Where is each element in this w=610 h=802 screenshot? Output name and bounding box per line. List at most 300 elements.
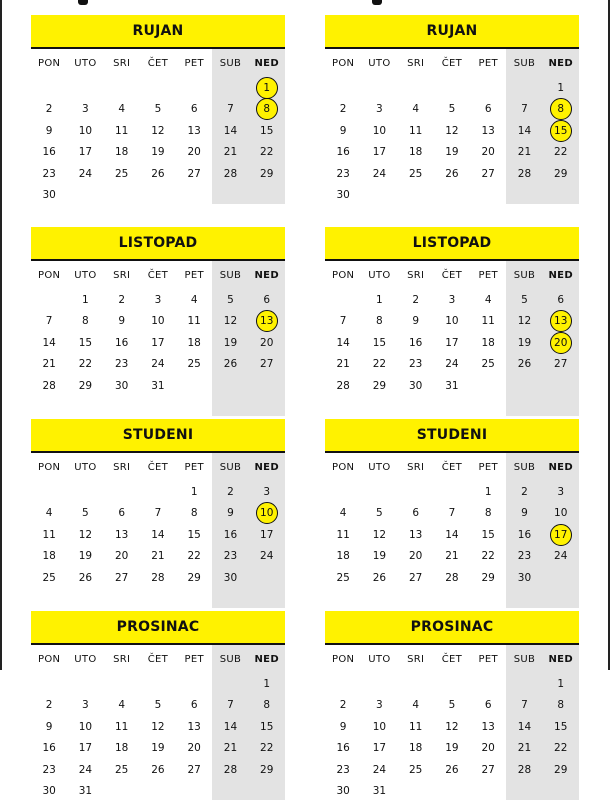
weekday-label: SRI [398, 645, 434, 673]
day-number: 6 [557, 294, 564, 306]
day-cell [176, 354, 212, 376]
day-number: 31 [445, 380, 458, 392]
day-number: 2 [118, 294, 125, 306]
day-number: 5 [227, 294, 234, 306]
day-cell [398, 354, 434, 376]
day-cell [434, 354, 470, 376]
day-number: 14 [518, 125, 531, 137]
day-number: 20 [554, 337, 567, 349]
week-row [31, 142, 285, 164]
day-number: 19 [79, 550, 92, 562]
day-cell [176, 759, 212, 781]
week-row [31, 524, 285, 546]
day-number: 22 [554, 146, 567, 158]
day-cell [31, 546, 67, 568]
day-number: 2 [412, 294, 419, 306]
empty-day-cell [361, 481, 397, 503]
day-number: 20 [482, 146, 495, 158]
day-number: 9 [118, 315, 125, 327]
day-cell [434, 567, 470, 589]
day-number: 1 [82, 294, 89, 306]
week-row [325, 695, 579, 717]
day-cell [67, 375, 103, 397]
week-row [31, 673, 285, 695]
day-number: 20 [115, 550, 128, 562]
day-cell [176, 289, 212, 311]
empty-day-cell [398, 481, 434, 503]
day-number: 3 [155, 294, 162, 306]
day-cell [249, 524, 285, 546]
day-number: 18 [42, 550, 55, 562]
weekday-label: ČET [434, 645, 470, 673]
day-number: 11 [188, 315, 201, 327]
empty-day-cell [249, 185, 285, 207]
month-calendar-prosinac [31, 611, 285, 802]
empty-day-cell [434, 77, 470, 99]
day-cell [212, 524, 248, 546]
day-number: 19 [151, 146, 164, 158]
day-number: 21 [336, 358, 349, 370]
day-number: 14 [224, 125, 237, 137]
day-number: 23 [42, 764, 55, 776]
day-cell [361, 546, 397, 568]
day-cell [249, 163, 285, 185]
weekday-label: NED [543, 49, 579, 77]
day-number: 11 [409, 721, 422, 733]
day-cell [434, 142, 470, 164]
day-cell [325, 99, 361, 121]
empty-day-cell [398, 673, 434, 695]
day-grid [31, 49, 285, 206]
weekday-label: UTO [361, 645, 397, 673]
day-number: 25 [42, 572, 55, 584]
day-cell [325, 546, 361, 568]
day-number: 29 [260, 764, 273, 776]
day-cell [325, 567, 361, 589]
day-cell [434, 375, 470, 397]
day-number: 10 [79, 125, 92, 137]
day-cell [140, 716, 176, 738]
day-number: 27 [260, 358, 273, 370]
day-cell [212, 546, 248, 568]
day-number: 21 [518, 146, 531, 158]
empty-day-cell [104, 481, 140, 503]
weekday-label: SRI [398, 261, 434, 289]
day-cell [67, 716, 103, 738]
day-number: 12 [151, 125, 164, 137]
day-cell [31, 120, 67, 142]
day-cell [506, 524, 542, 546]
day-number: 2 [46, 699, 53, 711]
day-cell [176, 567, 212, 589]
day-cell [104, 546, 140, 568]
day-number: 23 [336, 168, 349, 180]
day-cell [140, 524, 176, 546]
day-number: 6 [485, 103, 492, 115]
day-cell [325, 503, 361, 525]
day-cell [31, 185, 67, 207]
day-number: 22 [79, 358, 92, 370]
day-cell [361, 311, 397, 333]
empty-day-cell [361, 673, 397, 695]
weekday-header-row [325, 453, 579, 481]
day-cell [104, 99, 140, 121]
day-cell [176, 546, 212, 568]
day-cell [398, 567, 434, 589]
day-grid [31, 645, 285, 802]
day-number: 5 [521, 294, 528, 306]
day-cell [470, 120, 506, 142]
weekday-label: PET [470, 49, 506, 77]
day-number: 5 [449, 699, 456, 711]
empty-day-cell [176, 375, 212, 397]
empty-day-cell [434, 673, 470, 695]
month-calendar-studeni [325, 419, 579, 589]
day-number: 5 [155, 103, 162, 115]
day-number: 25 [115, 764, 128, 776]
week-row [31, 781, 285, 802]
weekday-label: PON [325, 261, 361, 289]
day-number: 2 [340, 103, 347, 115]
week-row [325, 354, 579, 376]
day-number: 9 [340, 721, 347, 733]
day-cell-highlighted [543, 524, 579, 546]
weekday-header-row [31, 49, 285, 77]
weekday-label: PON [31, 453, 67, 481]
day-cell [506, 354, 542, 376]
weekday-label: SUB [506, 645, 542, 673]
weekday-label: PET [176, 261, 212, 289]
day-cell [212, 311, 248, 333]
day-cell [104, 503, 140, 525]
day-number: 1 [263, 678, 270, 690]
day-cell [470, 738, 506, 760]
day-number: 17 [151, 337, 164, 349]
day-number: 3 [449, 294, 456, 306]
day-number: 27 [482, 168, 495, 180]
day-grid [31, 261, 285, 397]
empty-day-cell [325, 289, 361, 311]
week-row [325, 289, 579, 311]
day-number: 24 [373, 168, 386, 180]
day-number: 16 [115, 337, 128, 349]
weekday-label: ČET [434, 453, 470, 481]
weekday-label: PON [31, 645, 67, 673]
month-title: LISTOPAD [31, 227, 285, 261]
week-row [31, 354, 285, 376]
day-cell [506, 289, 542, 311]
day-number: 16 [336, 742, 349, 754]
empty-day-cell [31, 673, 67, 695]
day-cell-highlighted [543, 120, 579, 142]
day-number: 17 [554, 529, 567, 541]
day-cell [140, 695, 176, 717]
day-grid [325, 261, 579, 397]
day-cell [104, 738, 140, 760]
empty-day-cell [434, 481, 470, 503]
weekday-label: ČET [140, 645, 176, 673]
day-number: 22 [373, 358, 386, 370]
week-row [325, 567, 579, 589]
day-cell [212, 142, 248, 164]
empty-day-cell [31, 481, 67, 503]
day-cell [398, 311, 434, 333]
day-cell [543, 77, 579, 99]
day-number: 15 [79, 337, 92, 349]
week-row [325, 481, 579, 503]
day-cell [176, 311, 212, 333]
empty-day-cell [506, 185, 542, 207]
weekday-label: UTO [67, 453, 103, 481]
day-number: 10 [151, 315, 164, 327]
day-cell [543, 163, 579, 185]
day-cell [543, 481, 579, 503]
day-cell [249, 481, 285, 503]
day-number: 12 [445, 125, 458, 137]
day-cell [470, 99, 506, 121]
weekday-header-row [31, 645, 285, 673]
day-number: 11 [115, 125, 128, 137]
day-cell [176, 481, 212, 503]
day-grid [325, 453, 579, 589]
day-number: 22 [554, 742, 567, 754]
day-cell-highlighted [249, 99, 285, 121]
day-cell [361, 695, 397, 717]
day-number: 15 [260, 721, 273, 733]
day-cell [398, 716, 434, 738]
day-cell [325, 738, 361, 760]
day-cell [398, 503, 434, 525]
week-row [31, 163, 285, 185]
day-number: 22 [188, 550, 201, 562]
day-cell-highlighted [249, 77, 285, 99]
day-number: 3 [376, 103, 383, 115]
day-number: 9 [340, 125, 347, 137]
day-cell [104, 716, 140, 738]
empty-day-cell [212, 77, 248, 99]
day-cell [470, 503, 506, 525]
day-number: 12 [373, 529, 386, 541]
empty-day-cell [506, 77, 542, 99]
day-cell [104, 332, 140, 354]
weekday-label: UTO [361, 49, 397, 77]
day-number: 12 [224, 315, 237, 327]
day-number: 11 [409, 125, 422, 137]
day-cell [140, 546, 176, 568]
day-number: 7 [227, 103, 234, 115]
day-number: 18 [115, 742, 128, 754]
day-cell [434, 759, 470, 781]
day-number: 8 [376, 315, 383, 327]
day-cell [31, 738, 67, 760]
empty-day-cell [470, 375, 506, 397]
weekday-label: UTO [67, 645, 103, 673]
day-cell [176, 738, 212, 760]
weekday-label: PET [176, 49, 212, 77]
day-number: 17 [373, 742, 386, 754]
day-cell [470, 354, 506, 376]
day-number: 17 [79, 146, 92, 158]
day-cell [361, 354, 397, 376]
day-cell [176, 524, 212, 546]
day-number: 14 [518, 721, 531, 733]
page-border-left [0, 0, 2, 670]
day-cell [361, 781, 397, 802]
weekday-label: SRI [104, 645, 140, 673]
day-number: 7 [155, 507, 162, 519]
weekday-label: PON [31, 49, 67, 77]
day-cell [31, 503, 67, 525]
day-number: 1 [191, 486, 198, 498]
empty-day-cell [506, 673, 542, 695]
week-row [325, 716, 579, 738]
week-row [31, 716, 285, 738]
day-number: 2 [521, 486, 528, 498]
day-cell [470, 716, 506, 738]
day-number: 23 [336, 764, 349, 776]
day-cell-highlighted [249, 503, 285, 525]
day-number: 7 [46, 315, 53, 327]
empty-day-cell [104, 77, 140, 99]
day-number: 17 [260, 529, 273, 541]
day-cell [104, 375, 140, 397]
empty-day-cell [176, 77, 212, 99]
day-number: 8 [82, 315, 89, 327]
day-cell [31, 142, 67, 164]
day-number: 29 [260, 168, 273, 180]
day-number: 23 [42, 168, 55, 180]
day-cell [67, 354, 103, 376]
day-number: 19 [224, 337, 237, 349]
day-cell [176, 332, 212, 354]
day-number: 16 [42, 146, 55, 158]
week-row [325, 332, 579, 354]
day-number: 3 [263, 486, 270, 498]
day-number: 4 [485, 294, 492, 306]
day-number: 31 [151, 380, 164, 392]
weekday-header-row [325, 261, 579, 289]
day-number: 4 [46, 507, 53, 519]
weekday-label: NED [249, 645, 285, 673]
day-cell [212, 695, 248, 717]
day-number: 30 [224, 572, 237, 584]
day-grid [325, 645, 579, 802]
week-row [31, 375, 285, 397]
day-number: 28 [224, 764, 237, 776]
day-number: 7 [521, 103, 528, 115]
day-cell [325, 716, 361, 738]
day-cell [470, 524, 506, 546]
day-cell [470, 289, 506, 311]
day-cell [212, 99, 248, 121]
day-number: 22 [260, 146, 273, 158]
day-cell [212, 354, 248, 376]
day-cell [361, 567, 397, 589]
day-cell-highlighted [249, 311, 285, 333]
day-number: 9 [412, 315, 419, 327]
day-cell [176, 142, 212, 164]
day-number: 11 [482, 315, 495, 327]
day-cell [31, 524, 67, 546]
day-number: 18 [409, 742, 422, 754]
day-number: 23 [409, 358, 422, 370]
day-number: 13 [482, 125, 495, 137]
day-number: 6 [263, 294, 270, 306]
day-number: 10 [79, 721, 92, 733]
empty-day-cell [543, 781, 579, 802]
day-number: 20 [188, 742, 201, 754]
day-number: 15 [482, 529, 495, 541]
day-number: 27 [188, 764, 201, 776]
day-number: 30 [115, 380, 128, 392]
day-number: 17 [445, 337, 458, 349]
week-row [31, 546, 285, 568]
day-cell [249, 759, 285, 781]
day-cell [361, 759, 397, 781]
day-number: 19 [151, 742, 164, 754]
day-number: 25 [482, 358, 495, 370]
day-cell [212, 120, 248, 142]
empty-day-cell [361, 77, 397, 99]
day-cell [140, 375, 176, 397]
empty-day-cell [398, 781, 434, 802]
day-number: 20 [482, 742, 495, 754]
day-number: 21 [224, 742, 237, 754]
day-cell [31, 781, 67, 802]
empty-day-cell [325, 673, 361, 695]
empty-day-cell [67, 481, 103, 503]
day-cell [140, 332, 176, 354]
day-cell [104, 567, 140, 589]
day-number: 13 [260, 315, 273, 327]
day-cell [140, 163, 176, 185]
day-number: 14 [224, 721, 237, 733]
empty-day-cell [470, 781, 506, 802]
day-cell [543, 546, 579, 568]
weekday-label: SRI [104, 49, 140, 77]
empty-day-cell [470, 77, 506, 99]
weekday-label: PON [325, 49, 361, 77]
day-number: 17 [373, 146, 386, 158]
day-cell [325, 163, 361, 185]
weekday-label: SUB [212, 49, 248, 77]
day-number: 18 [115, 146, 128, 158]
day-cell [31, 695, 67, 717]
week-row [31, 759, 285, 781]
weekday-label: PET [470, 645, 506, 673]
day-cell [398, 99, 434, 121]
week-row [325, 503, 579, 525]
day-cell-highlighted [543, 99, 579, 121]
day-number: 1 [557, 82, 564, 94]
day-cell [249, 354, 285, 376]
day-cell [140, 142, 176, 164]
day-number: 16 [336, 146, 349, 158]
day-number: 26 [224, 358, 237, 370]
week-row [325, 142, 579, 164]
day-number: 4 [412, 699, 419, 711]
day-cell [31, 716, 67, 738]
day-number: 7 [227, 699, 234, 711]
day-cell [67, 503, 103, 525]
day-cell [434, 311, 470, 333]
day-number: 8 [557, 103, 564, 115]
day-number: 16 [224, 529, 237, 541]
week-row [325, 163, 579, 185]
day-cell [434, 332, 470, 354]
day-cell [67, 311, 103, 333]
day-cell [140, 120, 176, 142]
